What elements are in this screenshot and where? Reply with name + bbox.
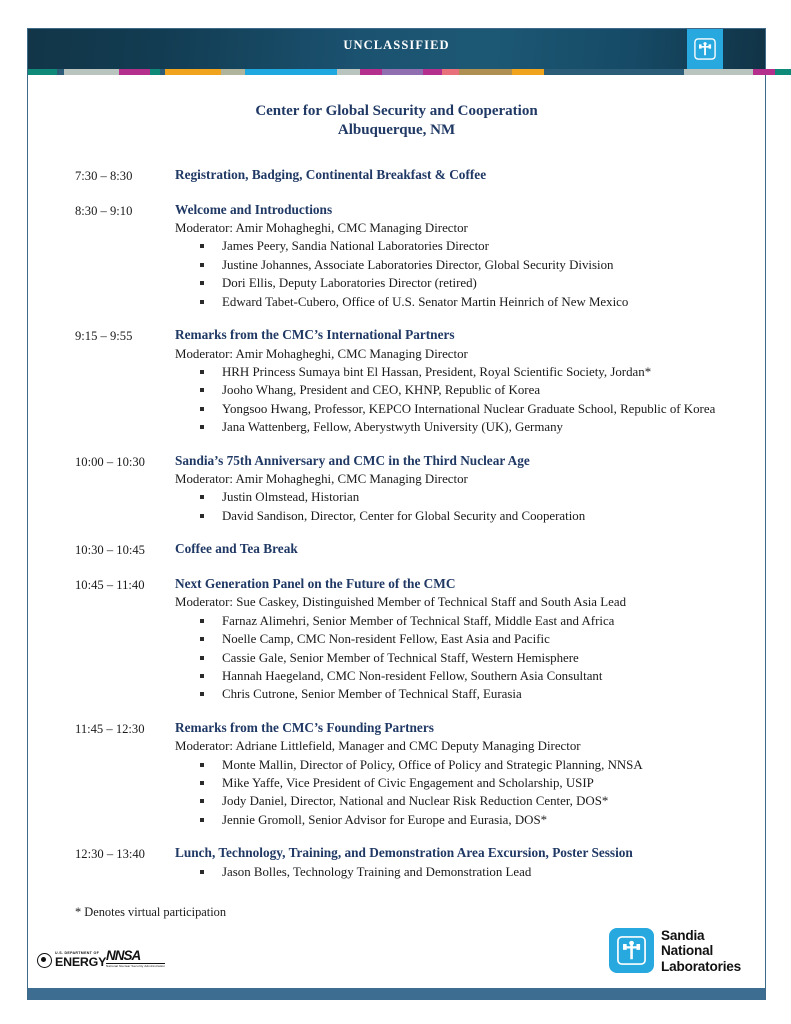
agenda-item-body — [175, 844, 739, 881]
speaker-text: Jason Bolles, Technology Training and Demonstration Lead — [222, 864, 532, 879]
agenda-item-time: 10:45 – 11:40 — [75, 577, 145, 592]
speaker-text: HRH Princess Sumaya bint El Hassan, President, Royal Scientific Society, Jordan* — [222, 364, 652, 379]
agenda-item-time: 9:15 – 9:55 — [75, 329, 133, 344]
speaker-text: Cassie Gale, Senior Member of Technical Staff, Western Hemisphere — [222, 650, 579, 665]
sandia-wordmark-line2: National — [661, 943, 714, 959]
square-bullet-icon — [200, 674, 204, 678]
speaker-list-item — [200, 685, 739, 703]
square-bullet-icon — [200, 244, 204, 248]
agenda-item-speaker-list — [175, 488, 739, 525]
agenda-item-time: 8:30 – 9:10 — [75, 203, 133, 218]
speaker-list-item — [200, 507, 739, 525]
agenda-item-body — [175, 201, 739, 312]
agenda-item-time: 12:30 – 13:40 — [75, 847, 145, 862]
sandia-thunderbird-icon — [687, 29, 723, 69]
speaker-text: David Sandison, Director, Center for Global Security and Cooperation — [222, 508, 586, 523]
speaker-list-item — [200, 792, 739, 810]
agenda-item-body — [175, 540, 739, 559]
speaker-text: James Peery, Sandia National Laboratories Director — [222, 239, 489, 254]
speaker-list-item — [200, 667, 739, 685]
speaker-text: Chris Cutrone, Senior Member of Technical Staff, Eurasia — [222, 687, 522, 702]
agenda-item-moderator: Moderator: Adriane Littlefield, Manager and CMC Deputy Managing Director — [175, 739, 581, 754]
document-body — [28, 75, 765, 988]
agenda-item-heading: Lunch, Technology, Training, and Demonstration Area Excursion, Poster Session — [175, 845, 633, 861]
speaker-text: Jana Wattenberg, Fellow, Aberystwyth University (UK), Germany — [222, 420, 563, 435]
agenda-item-body — [175, 452, 739, 526]
square-bullet-icon — [200, 300, 204, 304]
footer-logos — [28, 916, 765, 982]
agenda-list — [28, 166, 765, 881]
square-bullet-icon — [200, 781, 204, 785]
square-bullet-icon — [200, 656, 204, 660]
agenda-item-moderator: Moderator: Sue Caskey, Distinguished Member of Technical Staff and South Asia Lead — [175, 595, 627, 610]
square-bullet-icon — [200, 370, 204, 374]
speaker-list-item — [200, 488, 739, 506]
agenda-item-speaker-list — [175, 756, 739, 830]
page-title-line2: Albuquerque, NM — [337, 122, 456, 138]
square-bullet-icon — [200, 263, 204, 267]
agenda-item — [75, 540, 739, 560]
agenda-item-heading: Sandia’s 75th Anniversary and CMC in the Third Nuclear Age — [175, 452, 530, 468]
agenda-item — [75, 844, 739, 881]
speaker-text: Jennie Gromoll, Senior Advisor for Europe and Eurasia, DOS* — [222, 812, 548, 827]
agenda-item-body — [175, 719, 739, 830]
page-title-line1: Center for Global Security and Cooperation — [255, 103, 538, 119]
speaker-text: Justin Olmstead, Historian — [222, 490, 360, 505]
agenda-item — [75, 719, 739, 830]
agenda-item-moderator: Moderator: Amir Mohagheghi, CMC Managing Director — [175, 221, 468, 235]
speaker-text: Farnaz Alimehri, Senior Member of Technical Staff, Middle East and Africa — [222, 613, 615, 628]
agenda-item — [75, 326, 739, 437]
agenda-item-body — [175, 575, 739, 704]
speaker-text: Jody Daniel, Director, National and Nuclear Risk Reduction Center, DOS* — [222, 794, 609, 809]
square-bullet-icon — [200, 495, 204, 499]
square-bullet-icon — [200, 818, 204, 822]
agenda-item-body — [175, 166, 739, 185]
speaker-list-item — [200, 293, 739, 311]
speaker-list-item — [200, 863, 739, 881]
agenda-item-time: 10:00 – 10:30 — [75, 454, 145, 469]
agenda-item-heading: Coffee and Tea Break — [175, 541, 298, 557]
speaker-list-item — [200, 774, 739, 792]
square-bullet-icon — [200, 637, 204, 641]
square-bullet-icon — [200, 870, 204, 874]
speaker-list-item — [200, 418, 739, 436]
agenda-item-speaker-list — [175, 863, 739, 881]
speaker-list-item — [200, 381, 739, 399]
classification-banner — [28, 29, 765, 69]
footnote: * Denotes virtual participation — [75, 905, 227, 920]
nnsa-logo-icon — [106, 949, 165, 968]
square-bullet-icon — [200, 388, 204, 392]
speaker-list-item — [200, 756, 739, 774]
agenda-item-heading: Registration, Badging, Continental Breakfast & Coffee — [175, 167, 487, 182]
agenda-item-heading: Welcome and Introductions — [175, 201, 333, 217]
nnsa-mark: NNSA — [106, 948, 141, 964]
agenda-item-heading: Remarks from the CMC’s Founding Partners — [175, 719, 434, 735]
speaker-list-item — [200, 400, 739, 418]
doe-seal-icon — [37, 953, 52, 968]
nnsa-subtitle: National Nuclear Security Administration — [106, 963, 166, 968]
speaker-list-item — [200, 649, 739, 667]
speaker-text: Mike Yaffe, Vice President of Civic Engagement and Scholarship, USIP — [222, 776, 594, 791]
agenda-item-speaker-list — [175, 363, 739, 437]
classification-label: UNCLASSIFIED — [343, 38, 450, 52]
speaker-list-item — [200, 612, 739, 630]
speaker-list-item — [200, 630, 739, 648]
speaker-text: Noelle Camp, CMC Non-resident Fellow, East Asia and Pacific — [222, 632, 550, 647]
doe-wordmark — [55, 952, 106, 968]
stripe-segment — [775, 69, 791, 75]
square-bullet-icon — [200, 425, 204, 429]
square-bullet-icon — [200, 281, 204, 285]
agenda-item-time: 10:30 – 10:45 — [75, 543, 145, 558]
speaker-text: Yongsoo Hwang, Professor, KEPCO International Nuclear Graduate School, Republic of Korea — [222, 401, 716, 416]
sandia-logo — [609, 928, 741, 974]
speaker-text: Jooho Whang, President and CEO, KHNP, Republic of Korea — [222, 383, 541, 398]
agenda-item-body — [175, 326, 739, 437]
speaker-list-item — [200, 363, 739, 381]
square-bullet-icon — [200, 692, 204, 696]
sandia-wordmark-line1: Sandia — [661, 927, 705, 943]
speaker-text: Justine Johannes, Associate Laboratories Director, Global Security Division — [222, 257, 614, 272]
agenda-item — [75, 201, 739, 312]
speaker-list-item — [200, 256, 739, 274]
doe-energy-label: ENERGY — [55, 954, 107, 969]
agenda-item-heading: Remarks from the CMC’s International Partners — [175, 327, 455, 343]
square-bullet-icon — [200, 407, 204, 411]
doe-department-line: U.S. DEPARTMENT OF — [55, 951, 100, 955]
sandia-thunderbird-icon — [609, 928, 654, 973]
sandia-wordmark — [661, 928, 741, 974]
square-bullet-icon — [200, 514, 204, 518]
agenda-item-time: 11:45 – 12:30 — [75, 721, 145, 736]
square-bullet-icon — [200, 763, 204, 767]
square-bullet-icon — [200, 799, 204, 803]
speaker-list-item — [200, 237, 739, 255]
square-bullet-icon — [200, 619, 204, 623]
agenda-item-heading: Next Generation Panel on the Future of the CMC — [175, 575, 456, 591]
agenda-item-time: 7:30 – 8:30 — [75, 169, 133, 183]
speaker-text: Monte Mallin, Director of Policy, Office of Policy and Strategic Planning, NNSA — [222, 757, 643, 772]
agenda-item — [75, 166, 739, 186]
speaker-text: Hannah Haegeland, CMC Non-resident Fellow, Southern Asia Consultant — [222, 668, 603, 683]
speaker-list-item — [200, 274, 739, 292]
agenda-item-moderator: Moderator: Amir Mohagheghi, CMC Managing Director — [175, 346, 468, 361]
agenda-item — [75, 575, 739, 704]
agenda-item-speaker-list — [175, 612, 739, 704]
page-title — [28, 75, 765, 140]
speaker-text: Dori Ellis, Deputy Laboratories Director (retired) — [222, 276, 477, 291]
footer-bar — [28, 988, 765, 1000]
sandia-wordmark-line3: Laboratories — [661, 958, 741, 974]
agenda-item-speaker-list — [175, 237, 739, 311]
speaker-text: Edward Tabet-Cubero, Office of U.S. Senator Martin Heinrich of New Mexico — [222, 294, 629, 309]
speaker-list-item — [200, 811, 739, 829]
doe-logo — [37, 952, 106, 968]
agenda-item-moderator: Moderator: Amir Mohagheghi, CMC Managing Director — [175, 472, 468, 487]
agenda-item — [75, 452, 739, 526]
